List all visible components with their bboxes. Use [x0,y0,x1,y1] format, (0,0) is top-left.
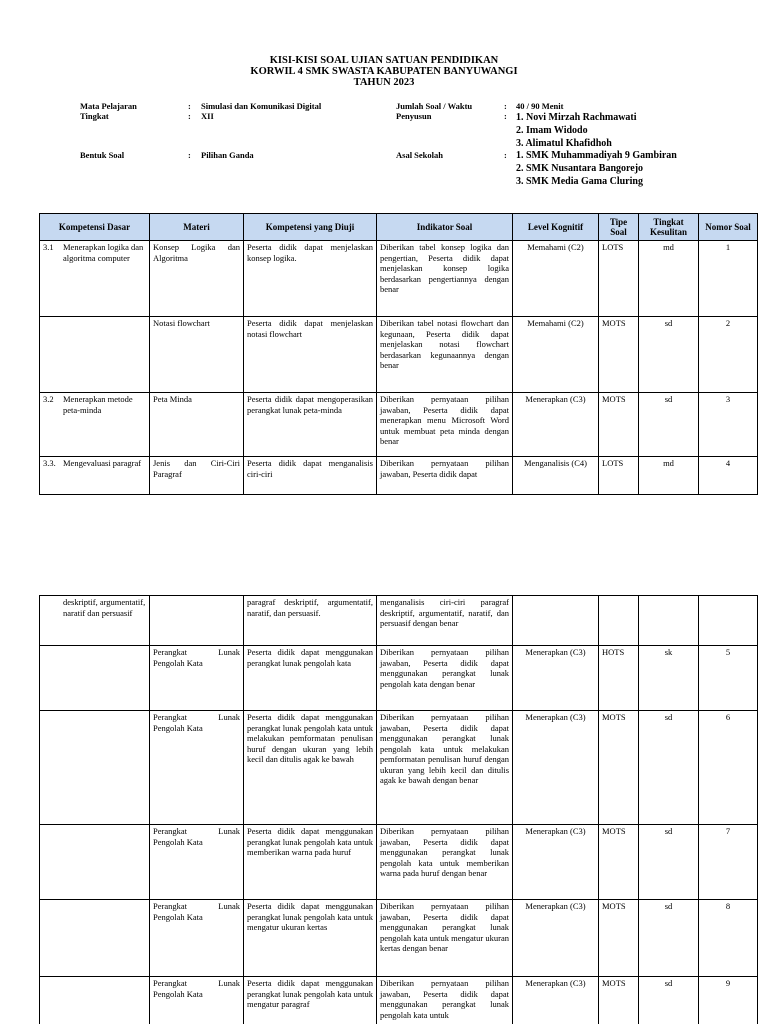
cell-materi: Konsep Logika dan Algoritma [150,241,244,317]
cell-materi: Notasi flowchart [150,317,244,393]
cell-indikator: Diberikan pernyataan pilihan jawaban, Peserta didik dapat menggunakan perangkat lunak pengolah kata untuk memberikan warna pada huruf dengan benar [377,825,513,900]
cell-tingkat-kesulitan: md [639,457,699,495]
kd-number: 3.3. [43,458,56,468]
penyusun-2: 2. Imam Widodo [516,125,588,136]
cell-kompetensi-dasar [40,711,150,825]
colon: : [504,101,507,111]
cell-tipe-soal: LOTS [599,241,639,317]
kd-number: 3.2 [43,394,54,404]
cell-kompetensi-dasar [40,900,150,977]
table-row [40,596,758,646]
colon: : [504,150,507,160]
cell-kompetensi-dasar [40,317,150,393]
kisi-kisi-table [39,213,758,495]
cell-materi: Perangkat Lunak Pengolah Kata [150,646,244,711]
bentuk-label: Bentuk Soal [80,150,125,160]
kd-wrap [43,242,146,263]
cell-level-kognitif: Menerapkan (C3) [513,900,599,977]
doc-title-line-2: KORWIL 4 SMK SWASTA KABUPATEN BANYUWANGI [250,66,518,77]
colon: : [504,111,507,121]
cell-tingkat-kesulitan: sd [639,393,699,457]
cell-level-kognitif: Menerapkan (C3) [513,393,599,457]
table-body-page-1 [40,241,758,495]
cell-indikator: Diberikan pernyataan pilihan jawaban, Peserta didik dapat menggunakan perangkat lunak pengolah kata untuk melakukan pemformatan penulisan huruf dengan ukuran yang lebih kecil dan ditulis agak ke bawah dengan benar [377,711,513,825]
header-tipe-soal: Tipe Soal [599,214,639,241]
cell-kompetensi-diuji: Peserta didik dapat menggunakan perangkat lunak pengolah kata untuk memberikan warna pada huruf [244,825,377,900]
table-row [40,646,758,711]
cell-level-kognitif: Menerapkan (C3) [513,825,599,900]
cell-level-kognitif: Memahami (C2) [513,317,599,393]
cell-kompetensi-diuji: Peserta didik dapat menggunakan perangkat lunak pengolah kata untuk mengatur paragraf [244,977,377,1024]
colon: : [188,150,191,160]
table-header-row [40,214,758,241]
cell-kompetensi-dasar [40,393,150,457]
kd-wrap [43,394,146,415]
cell-kompetensi-diuji: Peserta didik dapat menjelaskan notasi flowchart [244,317,377,393]
sekolah-label: Asal Sekolah [396,150,443,160]
table-row [40,977,758,1024]
cell-tipe-soal: MOTS [599,317,639,393]
kd-number: 3.1 [43,242,54,252]
jumlah-value: 40 / 90 Menit [516,101,564,111]
cell-level-kognitif: Menganalisis (C4) [513,457,599,495]
cell-nomor-soal [699,596,758,646]
kd-number [43,597,63,618]
cell-indikator: Diberikan tabel notasi flowchart dan kegunaan, Peserta didik dapat menjelaskan notasi flowchart berdasarkan kegunaannya dengan benar [377,317,513,393]
cell-level-kognitif: Menerapkan (C3) [513,646,599,711]
kd-wrap [43,458,146,469]
header-tingkat-kesulitan: Tingkat Kesulitan [639,214,699,241]
cell-tingkat-kesulitan: sd [639,825,699,900]
cell-tingkat-kesulitan: sk [639,646,699,711]
cell-materi: Perangkat Lunak Pengolah Kata [150,711,244,825]
cell-nomor-soal: 2 [699,317,758,393]
cell-materi: Peta Minda [150,393,244,457]
cell-kompetensi-dasar [40,241,150,317]
cell-tipe-soal: MOTS [599,711,639,825]
colon: : [188,111,191,121]
cell-level-kognitif: Menerapkan (C3) [513,977,599,1024]
cell-materi [150,596,244,646]
penyusun-label: Penyusun [396,111,432,121]
table-row [40,241,758,317]
cell-nomor-soal: 7 [699,825,758,900]
cell-nomor-soal: 4 [699,457,758,495]
cell-materi: Perangkat Lunak Pengolah Kata [150,977,244,1024]
kd-text: Menerapkan metode peta-minda [63,394,133,415]
cell-kompetensi-diuji: Peserta didik dapat mengoperasikan perangkat lunak peta-minda [244,393,377,457]
kisi-kisi-table-continued [39,595,758,1024]
page-gap [0,530,768,588]
cell-kompetensi-diuji: paragraf deskriptif, argumentatif, naratif, dan persuasif. [244,596,377,646]
cell-kompetensi-diuji: Peserta didik dapat menggunakan perangkat lunak pengolah kata untuk melakukan pemformatan penulisan huruf dengan ukuran yang lebih kecil dan ditulis agak ke bawah [244,711,377,825]
cell-kompetensi-dasar [40,457,150,495]
cell-kompetensi-diuji: Peserta didik dapat menggunakan perangkat lunak pengolah kata [244,646,377,711]
cell-tingkat-kesulitan: sd [639,900,699,977]
cell-kompetensi-dasar [40,596,150,646]
cell-nomor-soal: 5 [699,646,758,711]
cell-kompetensi-dasar [40,646,150,711]
cell-nomor-soal: 1 [699,241,758,317]
cell-materi: Jenis dan Ciri-Ciri Paragraf [150,457,244,495]
kd-text: Menerapkan logika dan algoritma computer [63,242,144,263]
cell-tingkat-kesulitan: sd [639,711,699,825]
cell-materi: Perangkat Lunak Pengolah Kata [150,900,244,977]
cell-indikator: Diberikan tabel konsep logika dan pengertian, Peserta didik dapat menjelaskan konsep logika berdasarkan pengertiannya dengan benar [377,241,513,317]
cell-kompetensi-diuji: Peserta didik dapat menganalisis ciri-ciri [244,457,377,495]
header-level-kognitif: Level Kognitif [513,214,599,241]
kd-text: deskriptif, argumentatif, naratif dan persuasif [63,597,146,618]
table-row [40,317,758,393]
document-page-2 [0,588,768,1024]
cell-nomor-soal: 6 [699,711,758,825]
header-materi: Materi [150,214,244,241]
kd-text: Mengevaluasi paragraf [63,458,142,468]
tingkat-label: Tingkat [80,111,109,121]
cell-indikator: Diberikan pernyataan pilihan jawaban, Peserta didik dapat [377,457,513,495]
table-row [40,457,758,495]
cell-materi: Perangkat Lunak Pengolah Kata [150,825,244,900]
kd-wrap [43,597,146,618]
mapel-value: Simulasi dan Komunikasi Digital [201,101,322,111]
cell-level-kognitif [513,596,599,646]
cell-tipe-soal: MOTS [599,977,639,1024]
bentuk-value: Pilihan Ganda [201,150,254,160]
header-indikator: Indikator Soal [377,214,513,241]
cell-nomor-soal: 9 [699,977,758,1024]
header-kompetensi-diuji: Kompetensi yang Diuji [244,214,377,241]
cell-tingkat-kesulitan [639,596,699,646]
cell-tipe-soal: HOTS [599,646,639,711]
jumlah-label: Jumlah Soal / Waktu [396,101,473,111]
table-row [40,825,758,900]
doc-title-line-1: KISI-KISI SOAL UJIAN SATUAN PENDIDIKAN [269,55,499,66]
mapel-label: Mata Pelajaran [80,101,137,111]
cell-tipe-soal: MOTS [599,393,639,457]
cell-indikator: menganalisis ciri-ciri paragraf deskriptif, argumentatif, naratif, dan persuasif dengan benar [377,596,513,646]
cell-tingkat-kesulitan: sd [639,317,699,393]
cell-kompetensi-diuji: Peserta didik dapat menggunakan perangkat lunak pengolah kata untuk mengatur ukuran kertas [244,900,377,977]
header-kompetensi-dasar: Kompetensi Dasar [40,214,150,241]
cell-tipe-soal: MOTS [599,825,639,900]
cell-indikator: Diberikan pernyataan pilihan jawaban, Peserta didik dapat menggunakan perangkat lunak pengolah kata dengan benar [377,646,513,711]
header-nomor-soal: Nomor Soal [699,214,758,241]
table-row [40,393,758,457]
cell-tipe-soal: MOTS [599,900,639,977]
doc-title-line-3: TAHUN 2023 [353,77,415,88]
cell-kompetensi-dasar [40,825,150,900]
cell-indikator: Diberikan pernyataan pilihan jawaban, Peserta didik dapat menggunakan perangkat lunak pengolah kata untuk mengatur ukuran kertas dengan benar [377,900,513,977]
colon: : [188,101,191,111]
cell-nomor-soal: 8 [699,900,758,977]
penyusun-1: 1. Novi Mirzah Rachmawati [516,112,637,123]
table-row [40,711,758,825]
tingkat-value: XII [201,111,214,121]
cell-tipe-soal [599,596,639,646]
cell-tingkat-kesulitan: sd [639,977,699,1024]
sekolah-1: 1. SMK Muhammadiyah 9 Gambiran [516,150,677,161]
sekolah-3: 3. SMK Media Gama Cluring [516,176,643,187]
cell-tipe-soal: LOTS [599,457,639,495]
cell-kompetensi-diuji: Peserta didik dapat menjelaskan konsep logika. [244,241,377,317]
penyusun-3: 3. Alimatul Khafidhoh [516,138,612,149]
table-body-page-2 [40,596,758,1024]
cell-indikator: Diberikan pernyataan pilihan jawaban, Peserta didik dapat menggunakan perangkat lunak pengolah kata untuk [377,977,513,1024]
table-row [40,900,758,977]
cell-tingkat-kesulitan: md [639,241,699,317]
sekolah-2: 2. SMK Nusantara Bangorejo [516,163,644,174]
cell-nomor-soal: 3 [699,393,758,457]
cell-level-kognitif: Memahami (C2) [513,241,599,317]
cell-kompetensi-dasar [40,977,150,1024]
cell-level-kognitif: Menerapkan (C3) [513,711,599,825]
cell-indikator: Diberikan pernyataan pilihan jawaban, Peserta didik dapat menerapkan menu Microsoft Word untuk membuat peta minda dengan benar [377,393,513,457]
